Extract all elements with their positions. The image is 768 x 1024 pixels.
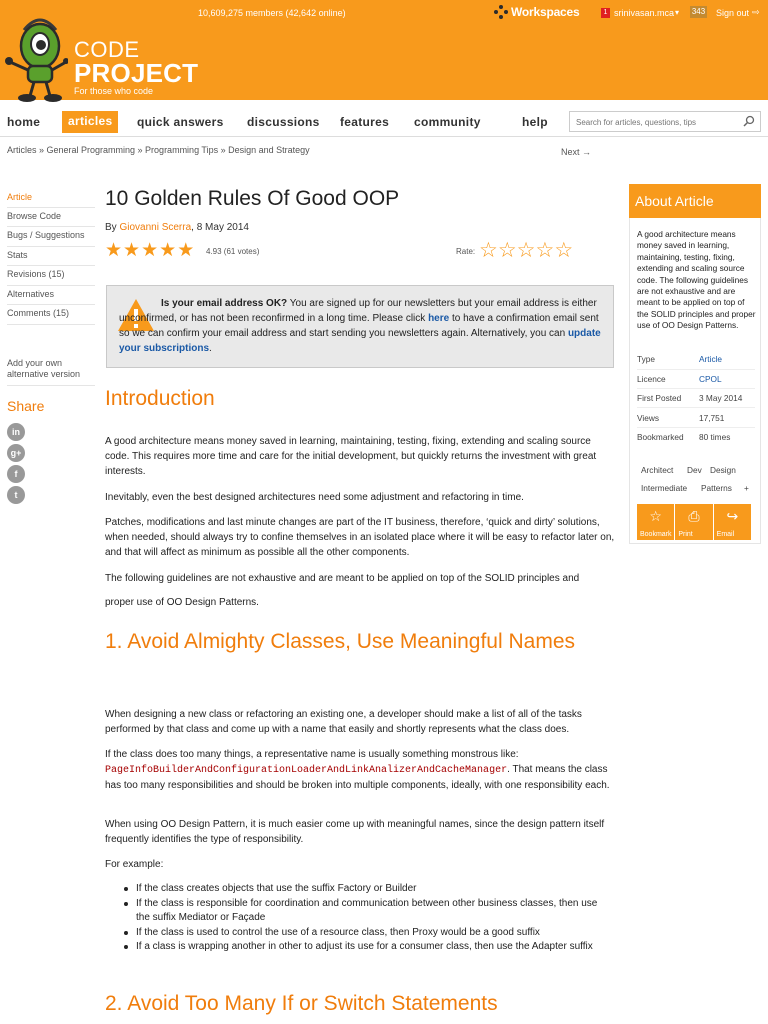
facebook-icon[interactable]: f xyxy=(7,465,25,483)
top-bar xyxy=(0,0,768,26)
sidebar-divider xyxy=(7,265,95,266)
star-icon: ★ xyxy=(141,240,159,261)
rate-star-icon[interactable]: ☆ xyxy=(554,239,574,262)
more-tags-button[interactable]: + xyxy=(744,483,749,493)
meta-divider xyxy=(637,427,755,428)
list-item: If the class creates objects that use the suffix Factory or Builder xyxy=(121,882,611,897)
reputation-points[interactable]: 343 xyxy=(691,7,706,16)
sign-out-icon[interactable]: ⇨ xyxy=(752,7,760,17)
sidebar-divider xyxy=(7,324,95,325)
sidebar-item-bugs[interactable]: Bugs / Suggestions xyxy=(7,230,85,240)
sidebar-item-alternatives[interactable]: Alternatives xyxy=(7,289,55,299)
author-link[interactable]: Giovanni Scerra xyxy=(119,222,192,233)
meta-value[interactable]: CPOL xyxy=(699,374,722,384)
about-article-header xyxy=(629,184,761,218)
chevron-down-icon[interactable]: ▾ xyxy=(675,8,680,17)
paragraph: Inevitably, even the best designed architectures need some adjustment and refactoring in time. xyxy=(105,492,524,503)
intro-heading: Introduction xyxy=(105,387,215,410)
paragraph: The following guidelines are not exhaustive and are meant to be applied on top of the SOLID principles and xyxy=(105,573,580,584)
search-box[interactable] xyxy=(569,111,761,132)
email-label: Email xyxy=(716,531,735,538)
share-icon: ↪ xyxy=(726,508,739,524)
notification-badge[interactable]: 1 xyxy=(601,8,610,18)
nav-home[interactable]: home xyxy=(7,115,41,129)
sidebar-divider xyxy=(7,285,95,286)
bookmark-label: Bookmark xyxy=(640,531,672,538)
paragraph: When designing a new class or refactoring an existing one, a developer should make a list of all of the tasks performed by that class and come up with a name that easily and shortly represents what the class does. xyxy=(105,709,582,735)
meta-divider xyxy=(637,407,755,408)
sidebar-item-browse-code[interactable]: Browse Code xyxy=(7,211,62,221)
sidebar-item-article[interactable]: Article xyxy=(7,192,33,202)
nav-divider xyxy=(0,136,768,137)
alert-text-3: . xyxy=(209,343,212,354)
list-item: If a class is wrapping another in other to adjust its use for a consumer class, then use the Adapter suffix xyxy=(121,940,611,955)
article-actions xyxy=(637,504,751,540)
paragraph xyxy=(105,747,615,793)
about-description: A good architecture means money saved in learning, maintaining, testing, fixing, extending and scaling source code. The following guidelines are not exhaustive and are meant to be applied on top of the SOLID principles and proper use of OO Design Patterns. xyxy=(637,229,756,331)
nav-discussions[interactable]: discussions xyxy=(247,115,320,129)
star-icon: ★ xyxy=(159,240,177,261)
meta-label: Type xyxy=(637,354,655,364)
search-input[interactable] xyxy=(570,113,740,132)
linkedin-icon[interactable]: in xyxy=(7,423,25,441)
rate-star-icon[interactable]: ☆ xyxy=(497,239,517,262)
section-heading: 1. Avoid Almighty Classes, Use Meaningful Names xyxy=(105,630,575,653)
star-icon: ★ xyxy=(123,240,141,261)
tag-link[interactable]: Patterns xyxy=(701,483,732,493)
paragraph-text: If the class does too many things, a representative name is usually something monstrous like: xyxy=(105,749,519,760)
printer-icon: ⎙ xyxy=(688,508,700,524)
search-icon[interactable] xyxy=(743,115,755,127)
username-link[interactable]: srinivasan.mca xyxy=(614,8,675,18)
sidebar-divider xyxy=(7,207,95,208)
sidebar-divider xyxy=(7,304,95,305)
paragraph: proper use of OO Design Patterns. xyxy=(105,597,259,608)
paragraph-text: . That means the class has too many responsibilities and should be broken into multiple components, ideally, with one responsibility each. xyxy=(105,764,610,791)
sidebar-divider xyxy=(7,246,95,247)
rate-star-icon[interactable]: ☆ xyxy=(479,239,498,262)
rating-stars xyxy=(105,241,194,261)
code-snippet: PageInfoBuilderAndConfigurationLoaderAndLinkAnalizerAndCacheManager xyxy=(105,765,508,776)
section-heading: 2. Avoid Too Many If or Switch Statements xyxy=(105,992,498,1015)
meta-value: 80 times xyxy=(699,432,731,442)
article-byline xyxy=(105,222,249,233)
article-date: , 8 May 2014 xyxy=(191,222,249,233)
rating-votes: 4.93 (61 votes) xyxy=(206,247,260,256)
nav-help[interactable]: help xyxy=(522,115,548,129)
logo-code-text[interactable]: CODE xyxy=(74,37,140,62)
star-icon: ★ xyxy=(177,240,195,261)
meta-value: 3 May 2014 xyxy=(699,393,743,403)
alert-bold: Is your email address OK? xyxy=(161,298,288,309)
list-item: If the class is used to control the use of a resource class, then Proxy would be a good suffix xyxy=(121,926,611,941)
add-alternative-line1[interactable]: Add your own xyxy=(7,358,63,368)
workspaces-icon xyxy=(494,5,508,19)
sidebar-item-revisions[interactable]: Revisions (15) xyxy=(7,269,65,279)
logo-project-text[interactable]: PROJECT xyxy=(74,58,199,88)
tag-link[interactable]: Design xyxy=(710,465,736,475)
about-article-title: About Article xyxy=(635,193,714,209)
paragraph: When using OO Design Pattern, it is much easier come up with meaningful names, since the design pattern itself frequently identifies the type of responsibility. xyxy=(105,819,605,845)
sidebar-item-stats[interactable]: Stats xyxy=(7,250,28,260)
suffix-list xyxy=(121,882,611,955)
workspaces-link[interactable] xyxy=(494,5,579,19)
list-item: If the class is responsible for coordination and communication between other business classes, then use the suffix Mediator or Façade xyxy=(121,897,611,926)
tag-link[interactable]: Dev xyxy=(687,465,702,475)
alert-text-2: to have a confirmation email sent so we can confirm your email address and start sending you newsletters again. Alternatively, you can xyxy=(119,313,599,339)
rate-label: Rate: xyxy=(456,247,476,256)
nav-quick-answers[interactable]: quick answers xyxy=(137,115,224,129)
rate-star-icon[interactable]: ☆ xyxy=(535,239,555,262)
star-icon: ★ xyxy=(105,240,123,261)
nav-community[interactable]: community xyxy=(414,115,481,129)
paragraph: For example: xyxy=(105,859,164,870)
article-title: 10 Golden Rules Of Good OOP xyxy=(105,187,400,210)
twitter-icon[interactable]: t xyxy=(7,486,25,504)
tag-link[interactable]: Intermediate xyxy=(641,483,688,493)
bookmark-button[interactable] xyxy=(637,504,674,540)
nav-articles[interactable]: articles xyxy=(62,111,118,133)
confirm-here-link[interactable]: here xyxy=(428,313,450,324)
paragraph: Patches, modifications and last minute changes are part of the IT business, therefore, ‘quick and dirty’ solutions, when needed, should always try to confine themselves in an isolated place where it will be easy to refactor later on, and that will affect as minimum as possible all the other components. xyxy=(105,517,615,558)
paragraph: A good architecture means money saved in learning, maintaining, testing, fixing, extending and scaling source code. This requires more time and care for the initial development, but quickly returns the investment with great interests. xyxy=(105,436,597,477)
meta-label: Views xyxy=(637,413,659,423)
google-plus-icon[interactable]: g+ xyxy=(7,444,25,462)
email-button[interactable] xyxy=(714,504,751,540)
next-article-link[interactable]: Next → xyxy=(561,147,592,157)
meta-value: 17,751 xyxy=(699,413,725,423)
sidebar-divider xyxy=(7,226,95,227)
meta-divider xyxy=(637,388,755,389)
sign-out-link[interactable]: Sign out xyxy=(716,8,750,18)
workspaces-label: Workspaces xyxy=(511,5,580,19)
meta-label: Bookmarked xyxy=(637,432,684,442)
nav-features[interactable]: features xyxy=(340,115,390,129)
rate-widget[interactable] xyxy=(479,240,573,261)
logo-tagline: For those who code xyxy=(74,86,154,96)
sidebar-item-comments[interactable]: Comments (15) xyxy=(7,308,70,318)
add-alternative-line2[interactable]: alternative version xyxy=(7,369,81,379)
breadcrumb[interactable]: Articles » General Programming » Programming Tips » Design and Strategy xyxy=(7,145,310,155)
print-button[interactable] xyxy=(675,504,712,540)
alert-message xyxy=(119,296,603,356)
bob-mascot-logo[interactable] xyxy=(4,14,68,104)
email-confirm-alert xyxy=(106,285,614,368)
print-label: Print xyxy=(678,531,693,538)
rate-star-icon[interactable]: ☆ xyxy=(516,239,536,262)
alert-text-1: You are signed up for our newsletters but your email address is either unconfirmed, or has not been reconfirmed in a long time. Please click xyxy=(119,298,597,324)
star-icon: ☆ xyxy=(649,508,662,524)
meta-label: Licence xyxy=(637,374,666,384)
meta-divider xyxy=(637,369,755,370)
update-subscriptions-link[interactable]: update your subscriptions xyxy=(119,328,601,354)
byline-by: By xyxy=(105,222,117,233)
sidebar-divider xyxy=(7,385,95,386)
tag-link[interactable]: Architect xyxy=(641,465,674,475)
share-heading: Share xyxy=(7,398,45,414)
meta-label: First Posted xyxy=(637,393,682,403)
meta-value[interactable]: Article xyxy=(699,354,723,364)
member-count: 10,609,275 members (42,642 online) xyxy=(198,8,346,18)
